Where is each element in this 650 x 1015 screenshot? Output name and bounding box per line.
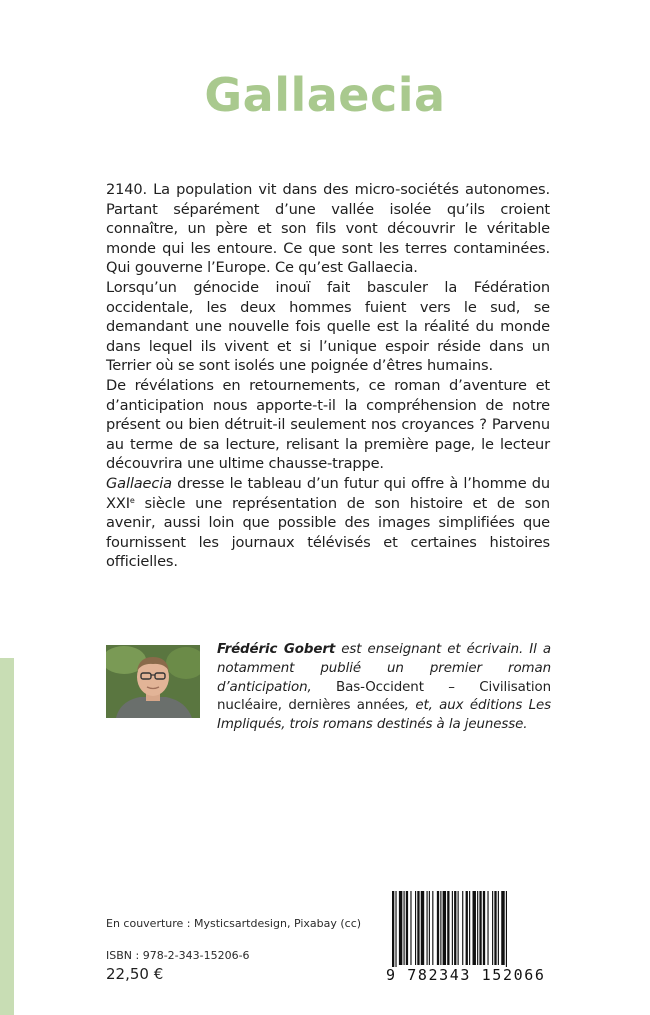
barcode-bar <box>452 891 453 965</box>
barcode-bar <box>399 891 402 965</box>
author-portrait-image <box>106 645 200 718</box>
barcode-bar <box>487 891 488 965</box>
author-bio-text-1: est enseignant et écrivain. Il a notamment publié un premier roman d’anticipation, <box>217 642 551 695</box>
barcode-bar <box>454 891 456 965</box>
cover-credit: En couverture : Mysticsartdesign, Pixabay (cc) <box>106 917 362 930</box>
barcode-bar <box>415 891 416 965</box>
barcode-bar <box>404 891 405 965</box>
barcode-bar <box>492 891 493 965</box>
barcode-bar <box>473 891 476 965</box>
barcode-bar <box>458 891 459 965</box>
blurb-p4-part-b: siècle une représentation de son histoire et de son avenir, aussi loin que possible des images simplifiées que fournissent les journaux télévisés et certaines histoires officielles. <box>106 494 550 571</box>
barcode-bar <box>498 891 499 965</box>
barcode-bar <box>462 891 463 965</box>
book-title: Gallaecia <box>204 68 446 122</box>
barcode-bar <box>501 891 504 965</box>
barcode-bar <box>406 891 408 965</box>
barcode-digits: 9 782343 152066 <box>386 966 546 984</box>
blurb-paragraph-1: 2140. La population vit dans des micro-sociétés autonomes. Partant séparément d’une vallée isolée qu’ils croient connaître, un père et son fils vont découvrir le véritable monde qui les entoure. Ce que sont les terres contaminées. Qui gouverne l’Europe. Ce qu’est Gallaecia. <box>106 181 550 277</box>
isbn-number: ISBN : 978-2-343-15206-6 <box>106 949 250 962</box>
blurb-paragraph-3: De révélations en retournements, ce roman d’aventure et d’anticipation nous apporte-t-il la compréhension de notre présent ou bien détruit-il seulement nos croyances ? Parvenu au terme de sa lecture, relisant la première page, le lecteur découvrira une ultime chausse-trappe. <box>106 376 550 473</box>
barcode-bar <box>443 891 446 965</box>
barcode-bar <box>395 891 396 967</box>
barcode-bar <box>392 891 394 967</box>
book-price: 22,50 € <box>106 965 164 983</box>
blurb-p4-part-a: dresse le tableau d’un futur qui offre à l’homme du XXI <box>106 474 550 512</box>
barcode-bar <box>483 891 485 965</box>
barcode-bar <box>429 891 430 965</box>
author-bio <box>217 641 551 735</box>
barcode-bar <box>417 891 419 965</box>
side-color-stripe <box>0 658 14 1015</box>
barcode-bar <box>437 891 439 965</box>
author-bio-text-2: , et, aux éditions Les Impliqués, trois romans destinés à la jeunesse. <box>217 698 551 733</box>
back-cover-blurb <box>106 180 550 572</box>
barcode-bar <box>479 891 481 965</box>
barcode-bar <box>410 891 411 965</box>
blurb-paragraph-4 <box>106 474 550 572</box>
barcode-bar <box>469 891 470 965</box>
author-previous-book: Bas-Occident – Civilisation nucléaire, dernières années <box>217 679 552 714</box>
barcode <box>386 891 548 987</box>
barcode-bars <box>386 891 548 967</box>
barcode-bar <box>447 891 449 965</box>
barcode-bar <box>432 891 433 965</box>
barcode-bar <box>421 891 424 965</box>
barcode-bar <box>506 891 507 967</box>
century-superscript: e <box>129 495 135 505</box>
blurb-paragraph-2: Lorsqu’un génocide inouï fait basculer la Fédération occidentale, les deux hommes fuient vers le sud, se demandant une nouvelle fois quelle est la réalité du monde dans lequel ils vivent et si l’unique espoir réside dans un Terrier où se sont isolés une poignée d’êtres humains. <box>106 278 550 375</box>
barcode-bar <box>494 891 496 965</box>
barcode-bar <box>440 891 441 965</box>
barcode-bar <box>427 891 428 965</box>
blurb-book-title: Gallaecia <box>106 474 172 492</box>
author-photo <box>106 645 200 718</box>
barcode-bar <box>466 891 468 965</box>
author-name: Frédéric Gobert <box>217 642 336 657</box>
barcode-bar <box>477 891 478 965</box>
